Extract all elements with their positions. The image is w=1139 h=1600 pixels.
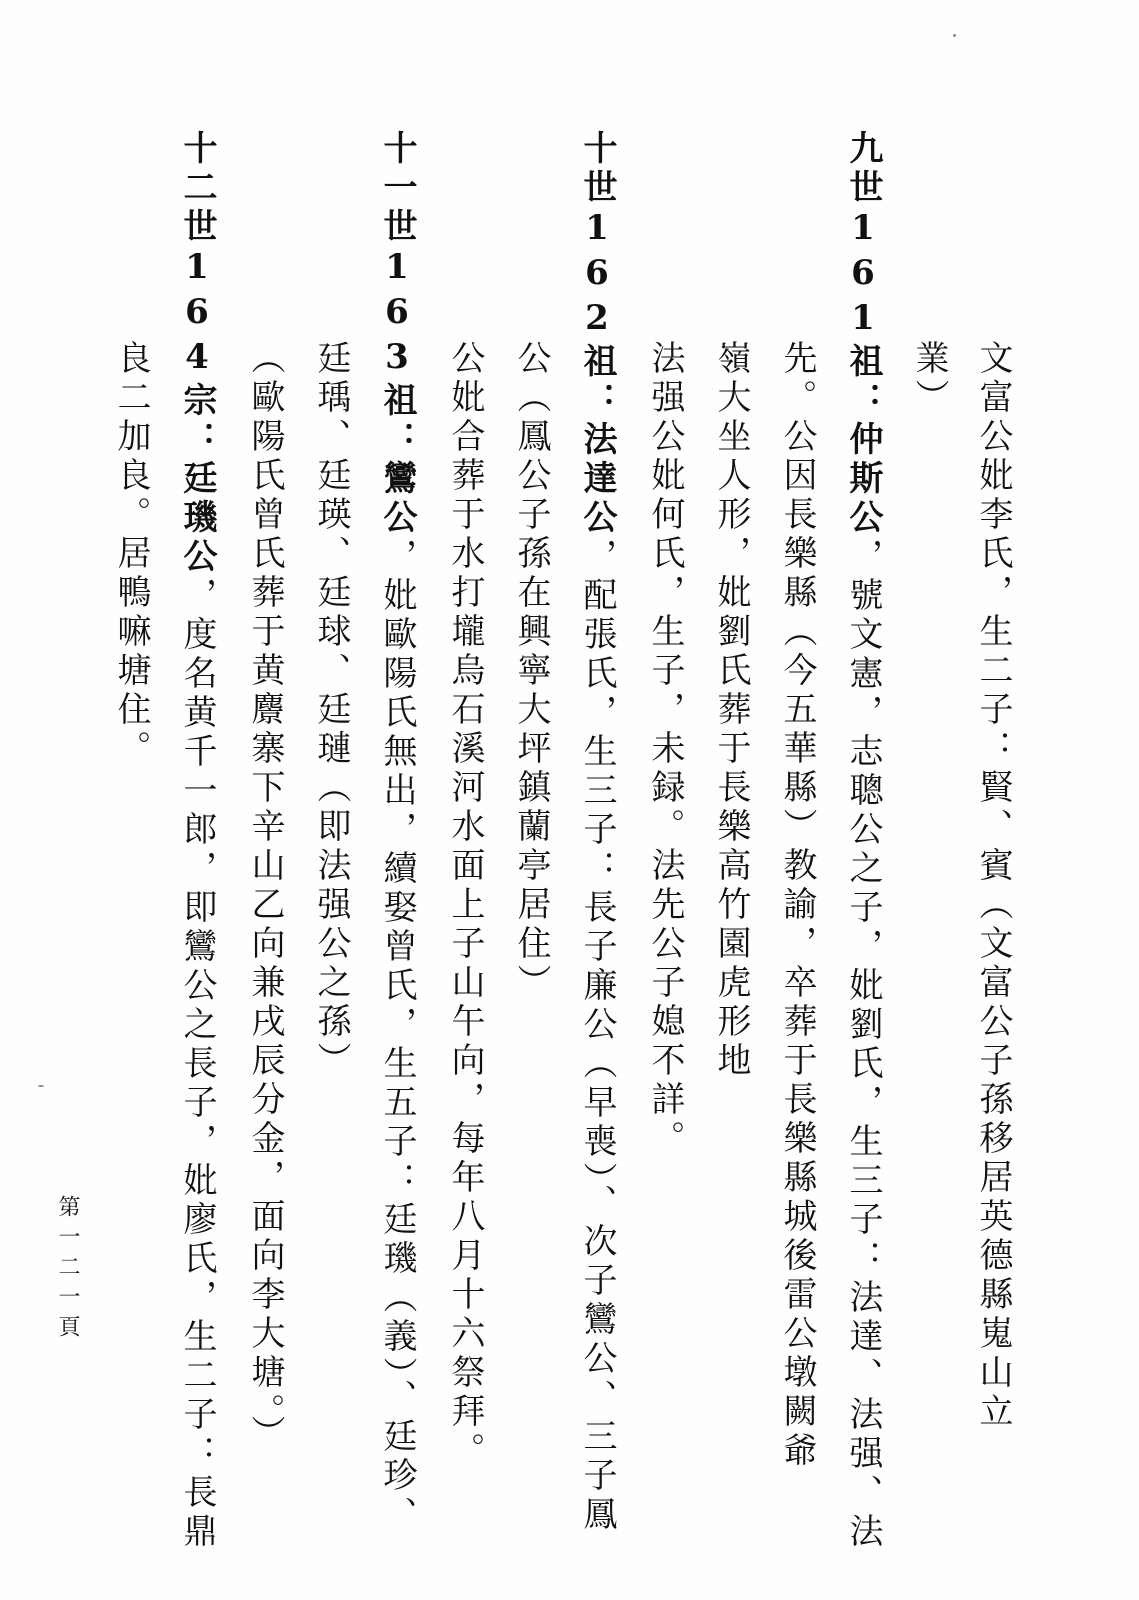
text-column: 九世161祖：仲斯公，號文憲，志聰公之子，妣劉氏，生三子：法達、法强、法 xyxy=(843,130,883,1552)
text-column: 先。公因長樂縣（今五華縣）教諭，卒葬于長樂縣城後雷公墩闕爺 xyxy=(777,340,817,1471)
text-column: 十二世164宗：廷璣公，度名黄千一郎，即鸞公之長子，妣廖氏，生二子：長鼎 xyxy=(177,130,217,1552)
text-column: 嶺大坐人形，妣劉氏葬于長樂高竹園虎形地 xyxy=(711,340,751,1081)
text-column: 公（鳳公子孫在興寧大坪鎮蘭亭居住） xyxy=(511,340,551,1003)
scan-speck xyxy=(38,1085,44,1087)
text-column: 良二加良。居鴨嘛塘住。 xyxy=(111,340,151,769)
text-column: 業） xyxy=(909,340,949,418)
scan-speck xyxy=(953,34,956,37)
text-column: 法强公妣何氏，生子，未録。法先公子媳不詳。 xyxy=(645,340,685,1159)
text-column: （歐陽氏曾氏葬于黄麖寨下辛山乙向兼戌辰分金，面向李大塘。） xyxy=(245,340,285,1454)
text-column: 文富公妣李氏，生二子：賢、賓（文富公子孫移居英德縣嵬山立 xyxy=(973,340,1013,1432)
text-column: 十世162祖：法達公，配張氏，生三子：長子廉公（早喪）、次子鸞公、三子鳳 xyxy=(577,130,617,1535)
page-number: 第一二一頁 xyxy=(55,1195,80,1345)
text-column: 十一世163祖：鸞公，妣歐陽氏無出，續娶曾氏，生五子：廷璣（義）、廷珍、 xyxy=(377,130,417,1535)
text-column: 公妣合葬于水打壠烏石溪河水面上子山午向，每年八月十六祭拜。 xyxy=(445,340,485,1471)
text-column: 廷瑀、廷瑛、廷球、廷璉（即法强公之孫） xyxy=(311,340,351,1081)
